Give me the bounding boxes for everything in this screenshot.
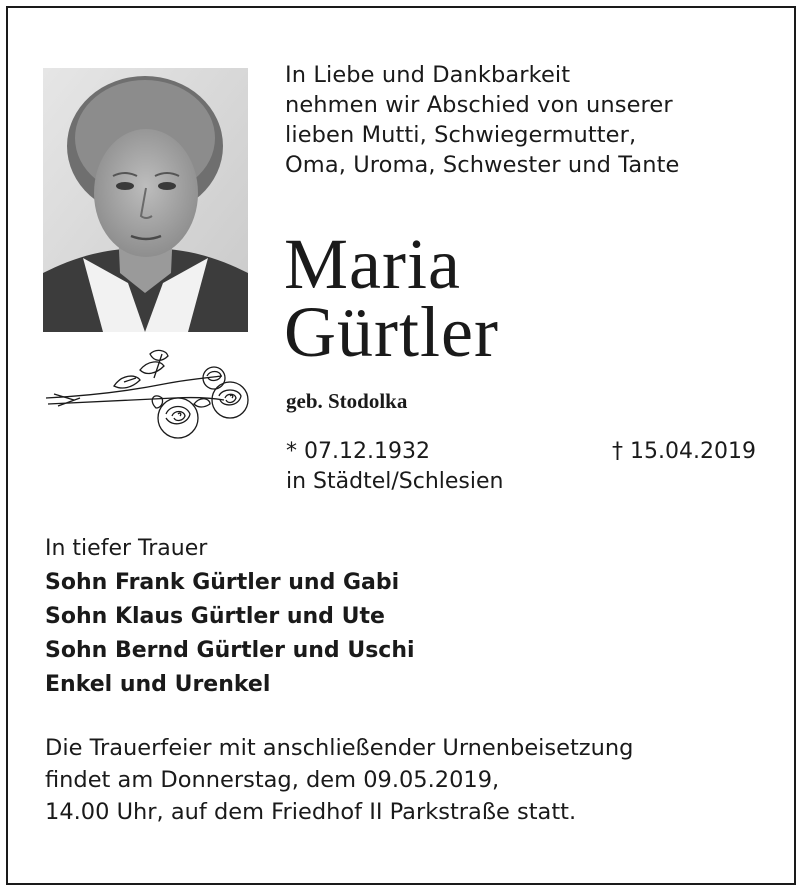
death-date: † 15.04.2019 xyxy=(612,439,756,464)
mourner-name: Sohn Frank Gürtler und Gabi xyxy=(45,570,400,595)
portrait-photo xyxy=(43,68,248,332)
intro-line: lieben Mutti, Schwiegermutter, xyxy=(285,122,637,148)
intro-line: In Liebe und Dankbarkeit xyxy=(285,62,571,88)
ceremony-line: Die Trauerfeier mit anschließender Urnenbeisetzung xyxy=(45,735,634,761)
birthplace: in Städtel/Schlesien xyxy=(286,469,504,494)
first-name: Maria xyxy=(284,224,461,304)
intro-line: Oma, Uroma, Schwester und Tante xyxy=(285,152,680,178)
intro-text xyxy=(285,60,785,180)
mourner-name: Sohn Klaus Gürtler und Ute xyxy=(45,604,385,629)
maiden-name: geb. Stodolka xyxy=(286,389,408,413)
intro-line: nehmen wir Abschied von unserer xyxy=(285,92,673,118)
mourner-name: Enkel und Urenkel xyxy=(45,672,271,697)
ceremony-info xyxy=(45,732,633,828)
roses-icon xyxy=(44,348,250,444)
mourners-block xyxy=(45,532,415,702)
birth-date: * 07.12.1932 xyxy=(286,439,430,464)
ceremony-line: 14.00 Uhr, auf dem Friedhof II Parkstraße statt. xyxy=(45,799,577,825)
deceased-name xyxy=(284,224,499,372)
mourners-intro: In tiefer Trauer xyxy=(45,536,208,561)
mourner-name: Sohn Bernd Gürtler und Uschi xyxy=(45,638,415,663)
last-name: Gürtler xyxy=(284,292,499,372)
ceremony-line: findet am Donnerstag, dem 09.05.2019, xyxy=(45,767,500,793)
life-dates xyxy=(286,437,756,497)
